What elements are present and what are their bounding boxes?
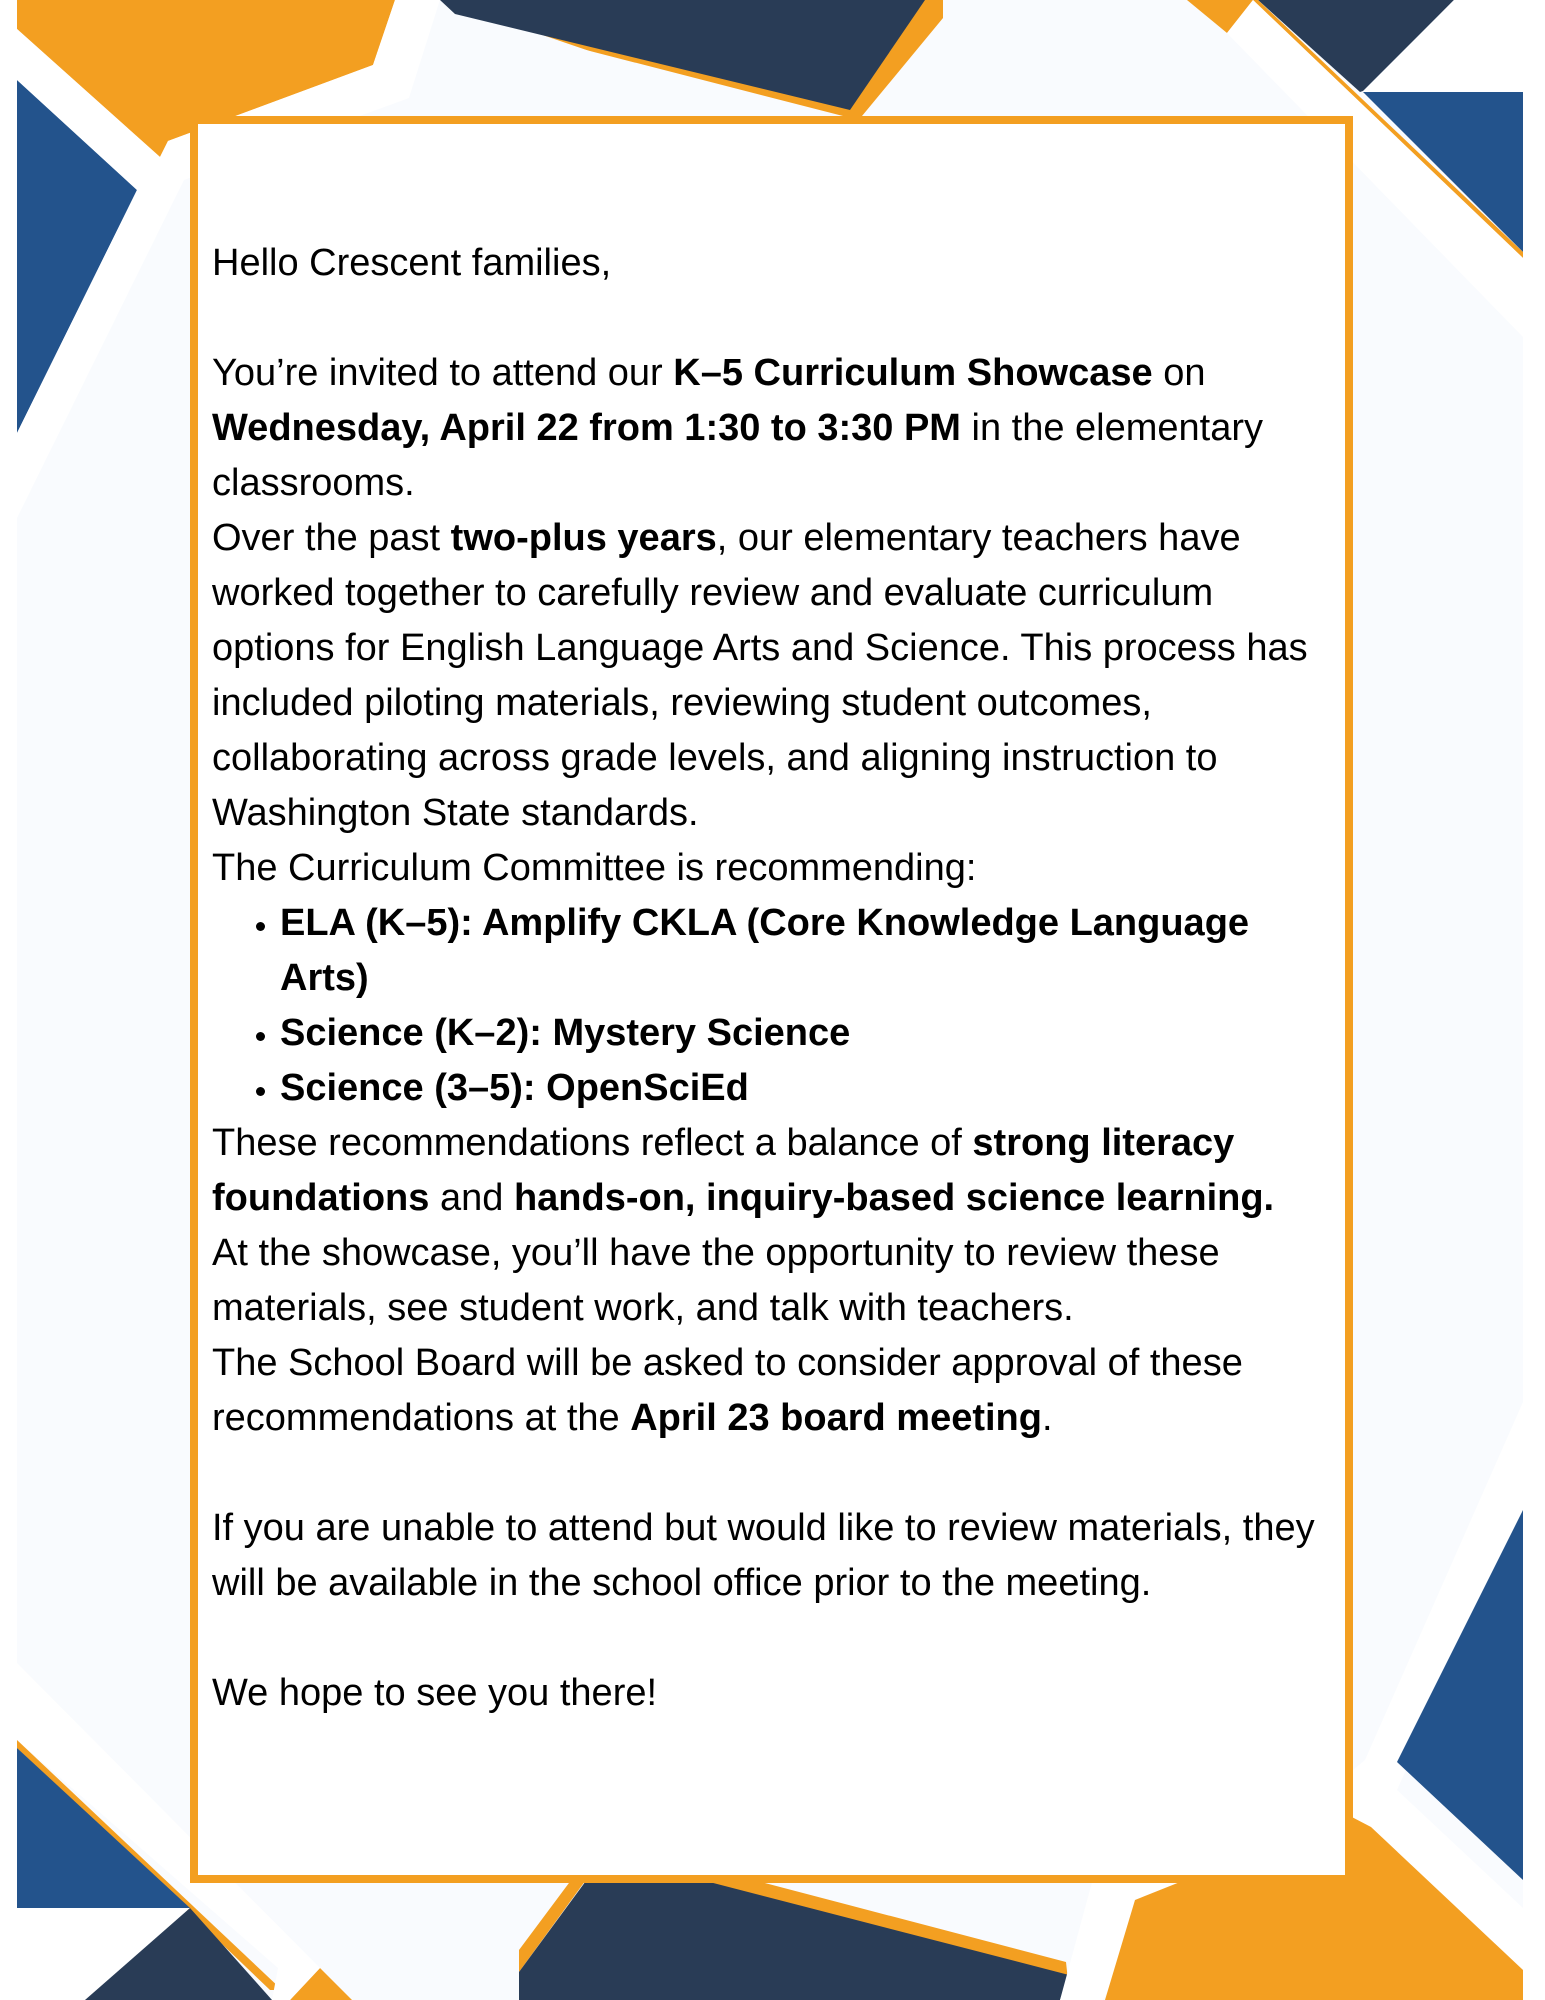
- board-suffix: .: [1041, 1397, 1053, 1439]
- invite-paragraph: [212, 346, 1332, 511]
- unable-note: If you are unable to attend but would like to review materials, they will be available in the school office prior to the meeting.: [212, 1507, 1315, 1604]
- process-suffix: , our elementary teachers have worked together to carefully review and evaluate curriculum options for English Language Arts and Science. This process has included piloting materials, reviewing student outcomes, collaborating across grade levels, and aligning instruction to Washington State standards.: [212, 517, 1308, 834]
- balance-prefix: These recommendations reflect a balance of: [212, 1122, 973, 1164]
- board-prefix: The School Board will be asked to consider approval of these recommendations at the: [212, 1342, 1243, 1439]
- event-date-time: Wednesday, April 22 from 1:30 to 3:30 PM: [212, 407, 961, 449]
- letter-body: [212, 236, 1332, 1721]
- showcase-note: At the showcase, you’ll have the opportunity to review these materials, see student work, and talk with teachers.: [212, 1232, 1220, 1329]
- process-paragraph: [212, 511, 1332, 841]
- balance-connector: and: [429, 1177, 514, 1219]
- greeting: Hello Crescent families,: [212, 242, 612, 284]
- invite-connector: on: [1152, 352, 1206, 394]
- recommendations-list: [212, 896, 1332, 1116]
- balance-paragraph: [212, 1116, 1332, 1226]
- closing: We hope to see you there!: [212, 1672, 658, 1714]
- board-paragraph: [212, 1336, 1332, 1446]
- recommendation-item: • ELA (K–5): Amplify CKLA (Core Knowledge Language Arts): [280, 896, 1332, 1006]
- event-name: K–5 Curriculum Showcase: [673, 352, 1153, 394]
- spacer: [212, 1446, 1332, 1501]
- process-duration: two-plus years: [450, 517, 717, 559]
- process-prefix: Over the past: [212, 517, 451, 559]
- spacer: [212, 1611, 1332, 1666]
- balance-emphasis-science: hands-on, inquiry-based science learning.: [513, 1177, 1275, 1219]
- spacer: [212, 291, 1332, 346]
- recommendation-item: • Science (K–2): Mystery Science: [280, 1006, 1332, 1061]
- recommend-intro: The Curriculum Committee is recommending:: [212, 847, 977, 889]
- recommendation-item: • Science (3–5): OpenSciEd: [280, 1061, 1332, 1116]
- invite-suffix: in the elementary classrooms.: [212, 407, 1264, 504]
- board-meeting-date: April 23 board meeting: [630, 1397, 1042, 1439]
- balance-emphasis-literacy: strong literacy foundations: [212, 1122, 1235, 1219]
- invite-prefix: You’re invited to attend our: [212, 352, 674, 394]
